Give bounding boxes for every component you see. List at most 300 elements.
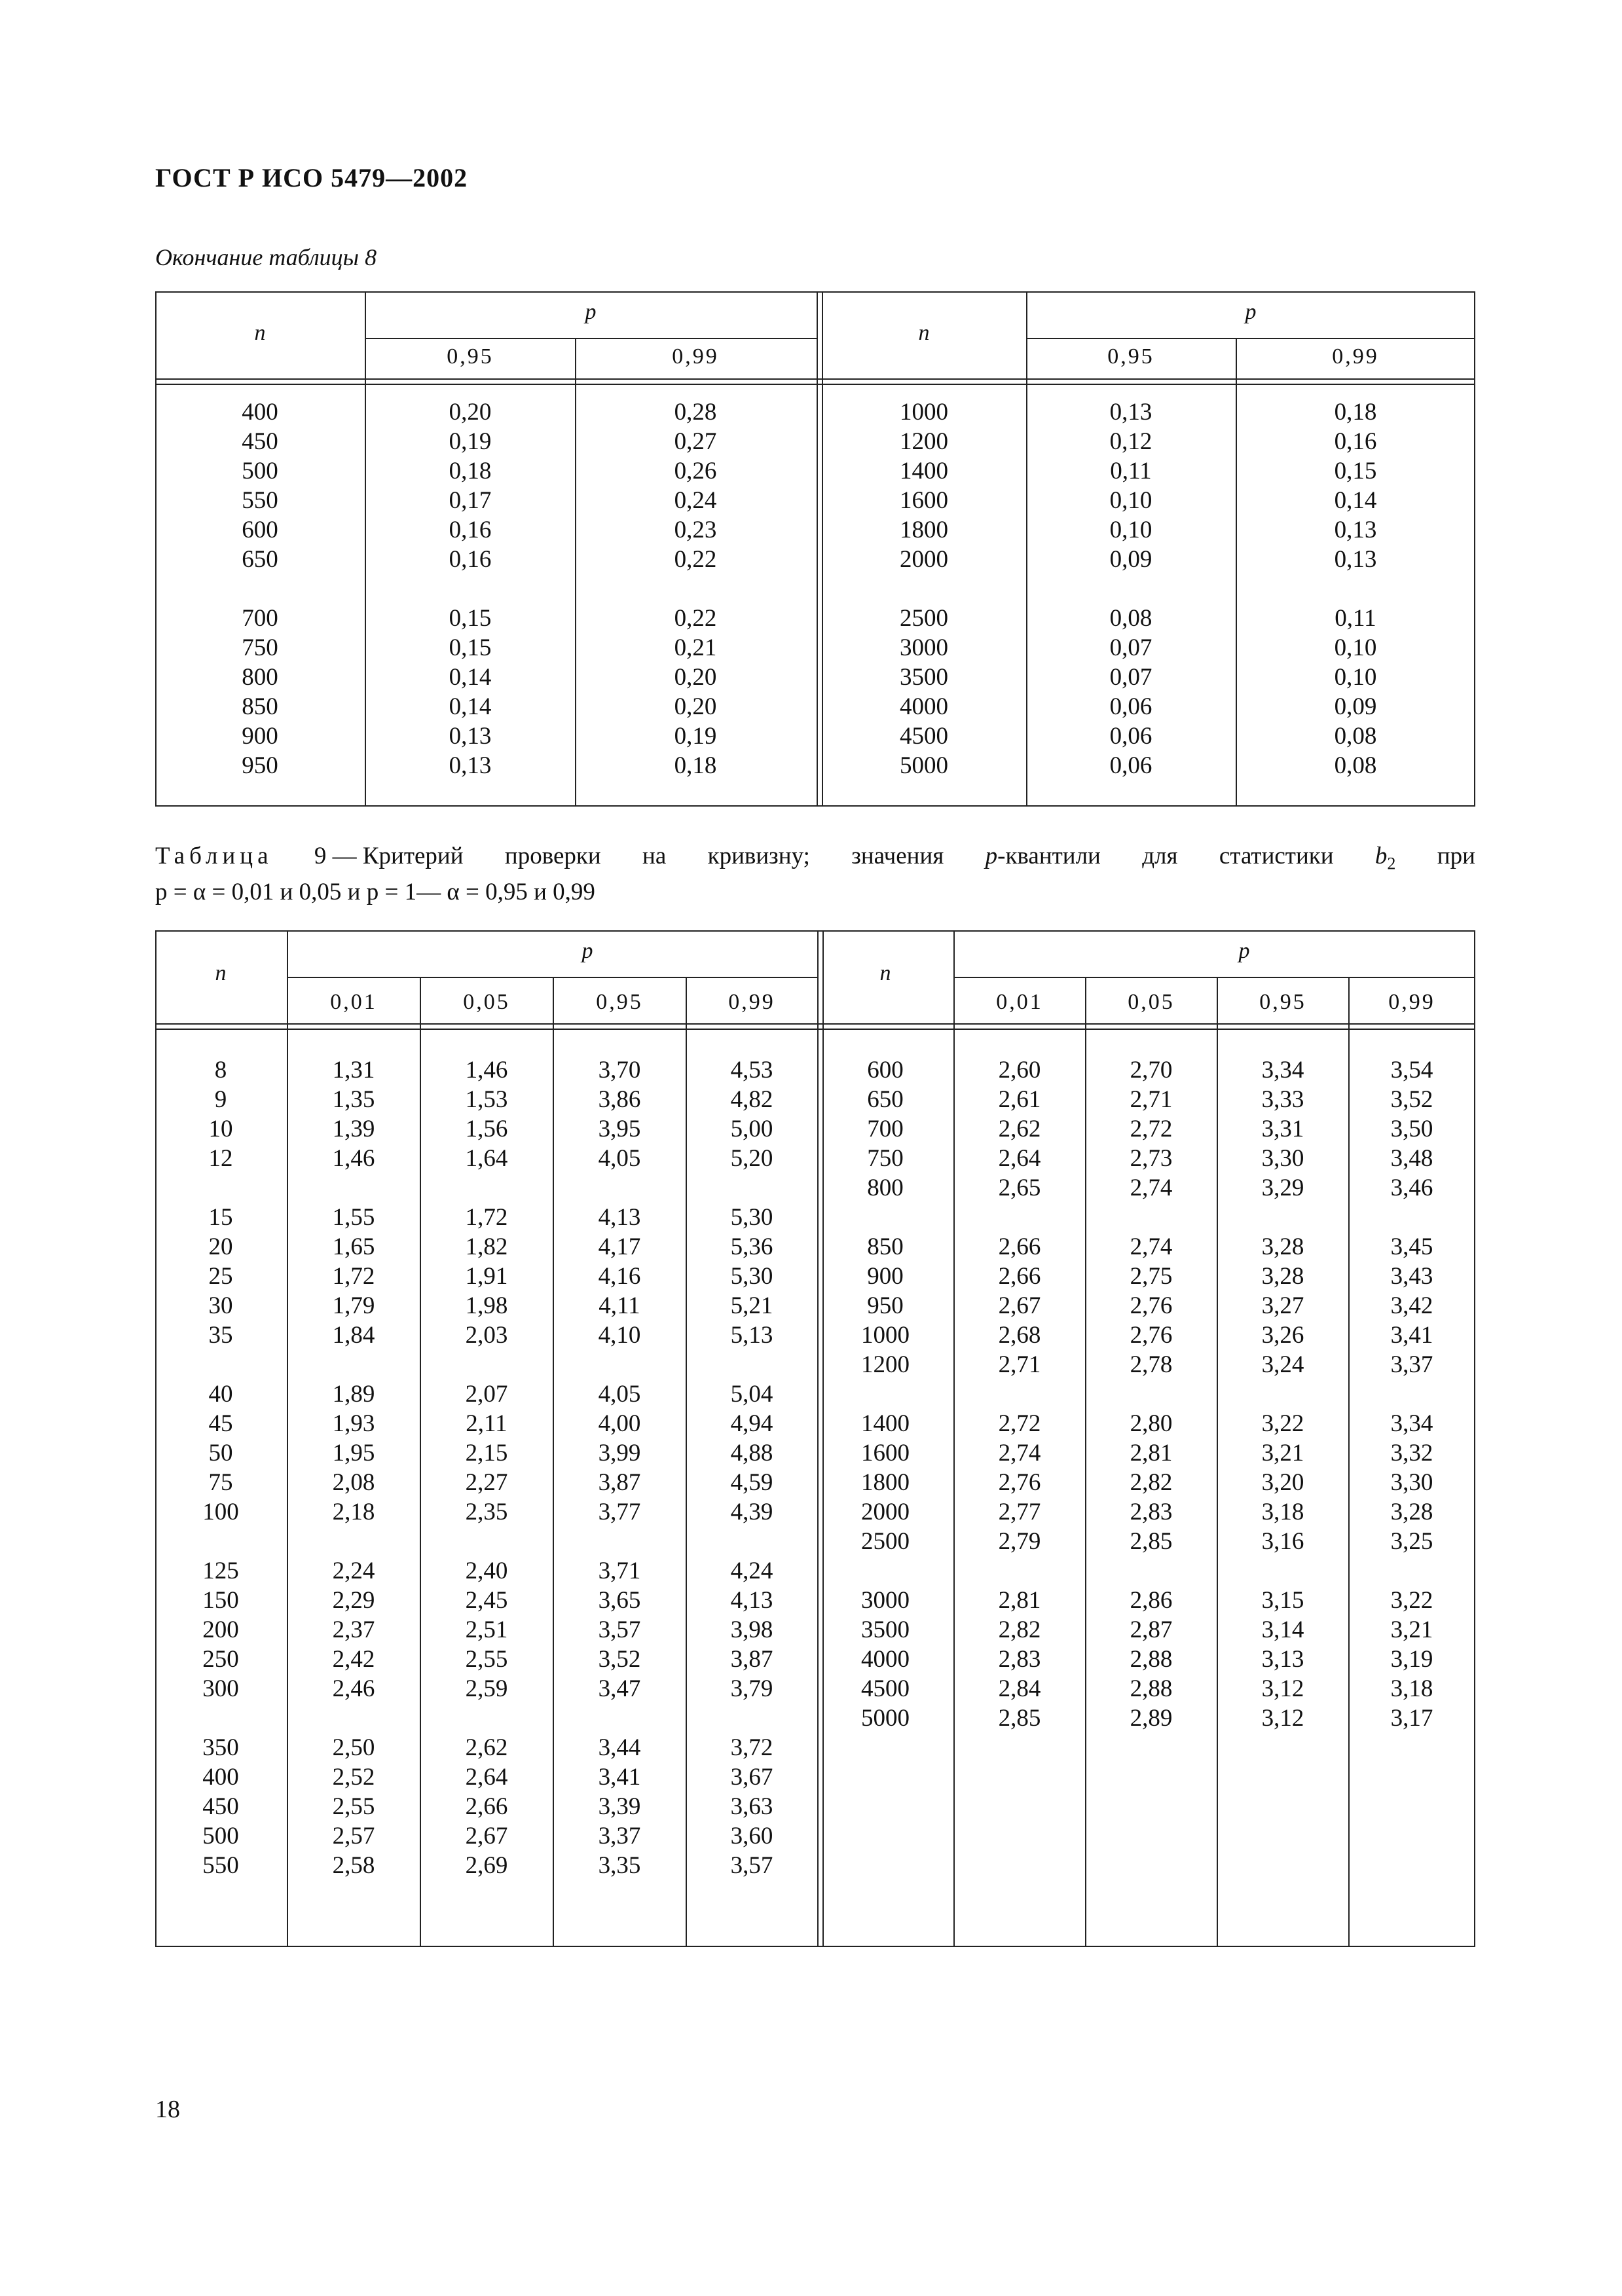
- table-cell: 1,79: [332, 1292, 375, 1319]
- table-cell: 4,00: [598, 1410, 641, 1437]
- table9-caption-word: статистики: [1219, 843, 1334, 869]
- table-cell: 2,76: [1130, 1292, 1173, 1319]
- table-cell: 2,72: [1130, 1116, 1173, 1142]
- table-cell: 5,36: [730, 1233, 773, 1260]
- table-cell: 4,10: [598, 1322, 641, 1349]
- table-cell: 2,37: [332, 1616, 375, 1643]
- table-cell: 2,82: [998, 1616, 1041, 1643]
- table-cell: 4,82: [730, 1086, 773, 1113]
- table-cell: 2,18: [332, 1499, 375, 1525]
- group-spacer: [449, 574, 492, 604]
- table-cell: 1200: [900, 428, 948, 455]
- table-cell: 2,45: [465, 1587, 508, 1614]
- table-cell: 1,31: [332, 1057, 375, 1084]
- group-spacer: [1391, 1379, 1433, 1409]
- table9-vline: [1217, 977, 1218, 1947]
- table9-vline: [686, 977, 687, 1947]
- table-cell: 2,66: [465, 1793, 508, 1820]
- table9-p-value: 0,05: [463, 990, 510, 1014]
- table-cell: 2,66: [998, 1233, 1041, 1260]
- table-cell: 1,91: [465, 1263, 508, 1290]
- table-cell: 4,13: [598, 1204, 641, 1231]
- table-cell: 1,98: [465, 1292, 508, 1319]
- table-cell: 3,20: [1261, 1469, 1304, 1496]
- table8-vline-double: [817, 291, 818, 807]
- table9-column-099-left: [731, 1055, 773, 1880]
- table-cell: 3,16: [1261, 1528, 1304, 1555]
- table-cell: 2,71: [1130, 1086, 1173, 1113]
- table-cell: 0,22: [674, 546, 717, 573]
- table-cell: 1,56: [465, 1116, 508, 1142]
- group-spacer: [1262, 1203, 1304, 1232]
- table9-caption-line2: p = α = 0,01 и 0,05 и p = 1— α = 0,95 и 0,99: [155, 879, 595, 906]
- table-cell: 2,27: [465, 1469, 508, 1496]
- table8-column-n-right: [900, 397, 948, 780]
- table9-caption-prefix: Таблица: [155, 843, 273, 869]
- table-cell: 1600: [900, 487, 948, 514]
- table-cell: 2,79: [998, 1528, 1041, 1555]
- table9-vline: [953, 930, 955, 1947]
- table-cell: 0,13: [1334, 546, 1377, 573]
- table-cell: 0,16: [449, 546, 492, 573]
- table-cell: 3,37: [598, 1823, 641, 1850]
- table8-p-value: 0,95: [447, 344, 494, 369]
- group-spacer: [599, 1350, 641, 1379]
- table-cell: 0,07: [1109, 664, 1152, 691]
- table-cell: 4,39: [730, 1499, 773, 1525]
- table8-vline: [1026, 291, 1027, 807]
- table9-caption-quantile: [986, 842, 1101, 878]
- table-cell: 2,88: [1130, 1675, 1173, 1702]
- group-spacer: [599, 1527, 641, 1556]
- table-cell: 3,54: [1390, 1057, 1433, 1084]
- table-cell: 5000: [900, 752, 948, 779]
- group-spacer: [731, 1173, 773, 1203]
- table-cell: 3,52: [1390, 1086, 1433, 1113]
- table-cell: 3,30: [1261, 1145, 1304, 1172]
- table-cell: 2,58: [332, 1852, 375, 1879]
- table-cell: 700: [867, 1116, 904, 1142]
- table-cell: 4,94: [730, 1410, 773, 1437]
- table-cell: 2,55: [465, 1646, 508, 1673]
- table-cell: 1,72: [332, 1263, 375, 1290]
- group-spacer: [333, 1704, 375, 1733]
- table8-caption: Окончание таблицы 8: [155, 244, 377, 270]
- group-spacer: [599, 1173, 641, 1203]
- group-spacer: [466, 1173, 508, 1203]
- table-cell: 0,17: [449, 487, 492, 514]
- table-cell: 3,45: [1390, 1233, 1433, 1260]
- table-cell: 4,59: [730, 1469, 773, 1496]
- table-cell: 3,27: [1261, 1292, 1304, 1319]
- table-cell: 4000: [900, 693, 948, 720]
- table8-p-header: p: [585, 300, 597, 324]
- group-spacer: [861, 1379, 910, 1409]
- table-cell: 0,06: [1109, 752, 1152, 779]
- group-spacer: [333, 1350, 375, 1379]
- table-cell: 3,47: [598, 1675, 641, 1702]
- group-spacer: [1262, 1379, 1304, 1409]
- table-cell: 1000: [861, 1322, 910, 1349]
- table-cell: 3,37: [1390, 1351, 1433, 1378]
- table-cell: 0,23: [674, 517, 717, 543]
- table-cell: 2,68: [998, 1322, 1041, 1349]
- table-cell: 4,05: [598, 1145, 641, 1172]
- table-cell: 650: [242, 546, 278, 573]
- table-cell: 2,74: [998, 1440, 1041, 1467]
- table-cell: 3,65: [598, 1587, 641, 1614]
- table-cell: 0,14: [1334, 487, 1377, 514]
- table-cell: 1,65: [332, 1233, 375, 1260]
- table-cell: 2,89: [1130, 1705, 1173, 1732]
- table-cell: 1,82: [465, 1233, 508, 1260]
- table9-column-n-right: [861, 1055, 910, 1733]
- table-cell: 2,72: [998, 1410, 1041, 1437]
- table-cell: 3,41: [598, 1764, 641, 1791]
- table-cell: 2,62: [465, 1734, 508, 1761]
- table-cell: 2,61: [998, 1086, 1041, 1113]
- table-cell: 0,28: [674, 399, 717, 426]
- table-cell: 4,88: [730, 1440, 773, 1467]
- table8-n-header: n: [918, 321, 930, 345]
- table-cell: 3,77: [598, 1499, 641, 1525]
- table-cell: 0,09: [1109, 546, 1152, 573]
- table-cell: 2,24: [332, 1558, 375, 1584]
- table-cell: 450: [242, 428, 278, 455]
- group-spacer: [999, 1556, 1041, 1586]
- table-cell: 1,35: [332, 1086, 375, 1113]
- table-cell: 500: [242, 458, 278, 484]
- group-spacer: [861, 1203, 910, 1232]
- table-cell: 3,24: [1261, 1351, 1304, 1378]
- table-cell: 3,18: [1390, 1675, 1433, 1702]
- table-cell: 3,22: [1390, 1587, 1433, 1614]
- table-cell: 5000: [861, 1705, 910, 1732]
- table-cell: 3500: [861, 1616, 910, 1643]
- table-cell: 550: [202, 1852, 239, 1879]
- table-cell: 4,53: [730, 1057, 773, 1084]
- group-spacer: [242, 574, 278, 604]
- table-cell: 4,16: [598, 1263, 641, 1290]
- table-cell: 400: [202, 1764, 239, 1791]
- table-cell: 0,21: [674, 634, 717, 661]
- table-cell: 0,19: [449, 428, 492, 455]
- table-cell: 3,21: [1390, 1616, 1433, 1643]
- table-cell: 0,12: [1109, 428, 1152, 455]
- table9-vline-double: [822, 930, 824, 1947]
- table-cell: 3000: [861, 1587, 910, 1614]
- table-cell: 850: [242, 693, 278, 720]
- page-number: 18: [155, 2096, 180, 2123]
- table-cell: 2,35: [465, 1499, 508, 1525]
- table9-column-005-right: [1130, 1055, 1173, 1733]
- group-spacer: [466, 1527, 508, 1556]
- table-cell: 125: [202, 1558, 239, 1584]
- table9-p-header: p: [1238, 939, 1250, 963]
- table-cell: 1400: [861, 1410, 910, 1437]
- table-cell: 2,08: [332, 1469, 375, 1496]
- table-cell: 2,29: [332, 1587, 375, 1614]
- table-cell: 35: [208, 1322, 233, 1349]
- table-cell: 0,06: [1109, 723, 1152, 750]
- table9-caption-word: на: [642, 843, 667, 869]
- table-cell: 3,87: [598, 1469, 641, 1496]
- table-cell: 1800: [861, 1469, 910, 1496]
- table-cell: 0,18: [674, 752, 717, 779]
- table-cell: 2,42: [332, 1646, 375, 1673]
- table-cell: 2,03: [465, 1322, 508, 1349]
- table-cell: 600: [242, 517, 278, 543]
- table-cell: 4500: [900, 723, 948, 750]
- table-cell: 850: [867, 1233, 904, 1260]
- table9-n-header: n: [215, 961, 227, 985]
- table-cell: 0,10: [1109, 517, 1152, 543]
- table-cell: 3,25: [1390, 1528, 1433, 1555]
- table8-column-n-left: [242, 397, 278, 780]
- table-cell: 950: [867, 1292, 904, 1319]
- table-cell: 2,15: [465, 1440, 508, 1467]
- table-cell: 1,64: [465, 1145, 508, 1172]
- table-cell: 3500: [900, 664, 948, 691]
- table9-p-value: 0,99: [1388, 990, 1435, 1014]
- table-cell: 3,52: [598, 1646, 641, 1673]
- table-cell: 20: [208, 1233, 233, 1260]
- table-cell: 0,15: [449, 605, 492, 632]
- group-spacer: [202, 1350, 239, 1379]
- table9-caption-word: значения: [851, 843, 944, 869]
- table-cell: 1800: [900, 517, 948, 543]
- table-cell: 0,14: [449, 664, 492, 691]
- table-cell: 400: [242, 399, 278, 426]
- table-cell: 500: [202, 1823, 239, 1850]
- table-cell: 12: [208, 1145, 233, 1172]
- table8-vline: [1236, 338, 1237, 807]
- table-cell: 550: [242, 487, 278, 514]
- table-cell: 0,09: [1334, 693, 1377, 720]
- table-cell: 3,79: [730, 1675, 773, 1702]
- table-cell: 200: [202, 1616, 239, 1643]
- table9-vline-double: [817, 930, 819, 1947]
- group-spacer: [202, 1704, 239, 1733]
- table8-vline: [365, 291, 366, 807]
- group-spacer: [674, 574, 717, 604]
- table8-p-value: 0,99: [1332, 344, 1379, 369]
- table-cell: 75: [208, 1469, 233, 1496]
- table-cell: 800: [242, 664, 278, 691]
- table-cell: 100: [202, 1499, 239, 1525]
- table9-vline: [1348, 977, 1350, 1947]
- group-spacer: [1391, 1556, 1433, 1586]
- group-spacer: [861, 1556, 910, 1586]
- table-cell: 250: [202, 1646, 239, 1673]
- table-cell: 300: [202, 1675, 239, 1702]
- table-cell: 3,28: [1261, 1263, 1304, 1290]
- table-cell: 0,07: [1109, 634, 1152, 661]
- table-cell: 2,40: [465, 1558, 508, 1584]
- table-cell: 2000: [861, 1499, 910, 1525]
- table-cell: 2,52: [332, 1764, 375, 1791]
- table9-caption-stat: [1375, 842, 1396, 878]
- table-cell: 450: [202, 1793, 239, 1820]
- table-cell: 4,05: [598, 1381, 641, 1408]
- table-cell: 600: [867, 1057, 904, 1084]
- group-spacer: [1130, 1203, 1173, 1232]
- table-cell: 1,39: [332, 1116, 375, 1142]
- group-spacer: [731, 1704, 773, 1733]
- table-cell: 3,42: [1390, 1292, 1433, 1319]
- table-cell: 0,22: [674, 605, 717, 632]
- table-cell: 0,26: [674, 458, 717, 484]
- table-cell: 3,21: [1261, 1440, 1304, 1467]
- table-cell: 2,60: [998, 1057, 1041, 1084]
- table-cell: 2,88: [1130, 1646, 1173, 1673]
- table-cell: 5,00: [730, 1116, 773, 1142]
- table-cell: 2500: [900, 605, 948, 632]
- group-spacer: [1335, 574, 1377, 604]
- group-spacer: [1130, 1379, 1173, 1409]
- table-cell: 3,22: [1261, 1410, 1304, 1437]
- table9-caption-word: кривизну;: [707, 843, 810, 869]
- table-cell: 3,70: [598, 1057, 641, 1084]
- table9-header-line-1: [155, 1023, 1475, 1025]
- table9-column-n-left: [202, 1055, 239, 1880]
- group-spacer: [466, 1350, 508, 1379]
- table-cell: 3,95: [598, 1116, 641, 1142]
- table-cell: 2,67: [465, 1823, 508, 1850]
- table9-column-099-right: [1391, 1055, 1433, 1733]
- table-cell: 1,95: [332, 1440, 375, 1467]
- table-cell: 2,81: [998, 1587, 1041, 1614]
- table-cell: 1,72: [465, 1204, 508, 1231]
- table-cell: 3,28: [1390, 1499, 1433, 1525]
- table-cell: 2,83: [998, 1646, 1041, 1673]
- table-cell: 5,13: [730, 1322, 773, 1349]
- table-cell: 4000: [861, 1646, 910, 1673]
- table-cell: 1600: [861, 1440, 910, 1467]
- table-cell: 2500: [861, 1528, 910, 1555]
- table-cell: 2,81: [1130, 1440, 1173, 1467]
- table-cell: 650: [867, 1086, 904, 1113]
- table9-subheader-line-right: [953, 977, 1475, 978]
- table-cell: 3,98: [730, 1616, 773, 1643]
- table-cell: 3,50: [1390, 1116, 1433, 1142]
- table8-column-099-right: [1335, 397, 1377, 780]
- table-cell: 350: [202, 1734, 239, 1761]
- table-cell: 2,70: [1130, 1057, 1173, 1084]
- table-cell: 0,14: [449, 693, 492, 720]
- table-cell: 3,12: [1261, 1675, 1304, 1702]
- table9-caption-b: b: [1374, 843, 1388, 869]
- table-cell: 3,17: [1390, 1705, 1433, 1732]
- table-cell: 45: [208, 1410, 233, 1437]
- table-cell: 3,29: [1261, 1175, 1304, 1201]
- table9-vline: [1085, 977, 1086, 1947]
- table-cell: 750: [867, 1145, 904, 1172]
- table-cell: 1,46: [465, 1057, 508, 1084]
- table-cell: 2,69: [465, 1852, 508, 1879]
- table9-p-value: 0,05: [1128, 990, 1175, 1014]
- table-cell: 3,13: [1261, 1646, 1304, 1673]
- table8-vline: [575, 338, 576, 807]
- table8-subheader-line-right: [1026, 338, 1475, 339]
- table-cell: 3,57: [598, 1616, 641, 1643]
- table-cell: 3,43: [1390, 1263, 1433, 1290]
- table-cell: 700: [242, 605, 278, 632]
- table-cell: 3,26: [1261, 1322, 1304, 1349]
- group-spacer: [466, 1704, 508, 1733]
- table-cell: 1,89: [332, 1381, 375, 1408]
- table-cell: 3,14: [1261, 1616, 1304, 1643]
- table-cell: 2,78: [1130, 1351, 1173, 1378]
- table9-p-value: 0,95: [1259, 990, 1306, 1014]
- table-cell: 0,10: [1334, 634, 1377, 661]
- table-cell: 0,20: [674, 664, 717, 691]
- table-cell: 2,76: [998, 1469, 1041, 1496]
- table9-caption-line1: [155, 842, 1475, 878]
- table-cell: 0,16: [449, 517, 492, 543]
- table-cell: 2,87: [1130, 1616, 1173, 1643]
- table-cell: 3000: [900, 634, 948, 661]
- table-cell: 0,20: [449, 399, 492, 426]
- table-cell: 2,62: [998, 1116, 1041, 1142]
- table9-p-value: 0,01: [330, 990, 377, 1014]
- table-cell: 3,15: [1261, 1587, 1304, 1614]
- table-cell: 1,93: [332, 1410, 375, 1437]
- table-cell: 0,13: [1109, 399, 1152, 426]
- table9-caption-word: 9 — Критерий: [314, 843, 464, 869]
- table-cell: 0,15: [1334, 458, 1377, 484]
- group-spacer: [1262, 1556, 1304, 1586]
- table-cell: 2,76: [1130, 1322, 1173, 1349]
- table-cell: 2,85: [998, 1705, 1041, 1732]
- table-cell: 3,44: [598, 1734, 641, 1761]
- table-cell: 5,30: [730, 1263, 773, 1290]
- table-cell: 5,30: [730, 1204, 773, 1231]
- table8-header-line-2: [155, 384, 1475, 385]
- table9-p-value: 0,95: [596, 990, 643, 1014]
- table-cell: 3,41: [1390, 1322, 1433, 1349]
- group-spacer: [202, 1173, 239, 1203]
- table-cell: 2,74: [1130, 1175, 1173, 1201]
- table-cell: 0,11: [1110, 458, 1152, 484]
- table9-p-header: p: [581, 939, 593, 963]
- table9-vline: [287, 930, 288, 1947]
- table8-column-099-left: [674, 397, 717, 780]
- table-cell: 3,35: [598, 1852, 641, 1879]
- table-cell: 0,08: [1109, 605, 1152, 632]
- table-cell: 4,17: [598, 1233, 641, 1260]
- table-cell: 3,57: [730, 1852, 773, 1879]
- table-cell: 3,67: [730, 1764, 773, 1791]
- table8-p-header: p: [1245, 300, 1257, 324]
- table-cell: 1000: [900, 399, 948, 426]
- table9-column-001-right: [999, 1055, 1041, 1733]
- table8-p-value: 0,99: [672, 344, 719, 369]
- table8-p-value: 0,95: [1107, 344, 1154, 369]
- table-cell: 800: [867, 1175, 904, 1201]
- table-cell: 2,11: [466, 1410, 507, 1437]
- table8-vline-double: [822, 291, 823, 807]
- group-spacer: [731, 1350, 773, 1379]
- table9-caption-quantile-word: -квантили: [997, 843, 1101, 869]
- table-cell: 3,19: [1390, 1646, 1433, 1673]
- table9-column-001-left: [333, 1055, 375, 1880]
- group-spacer: [599, 1704, 641, 1733]
- table-cell: 2,84: [998, 1675, 1041, 1702]
- group-spacer: [999, 1203, 1041, 1232]
- table-cell: 30: [208, 1292, 233, 1319]
- table-cell: 2,64: [465, 1764, 508, 1791]
